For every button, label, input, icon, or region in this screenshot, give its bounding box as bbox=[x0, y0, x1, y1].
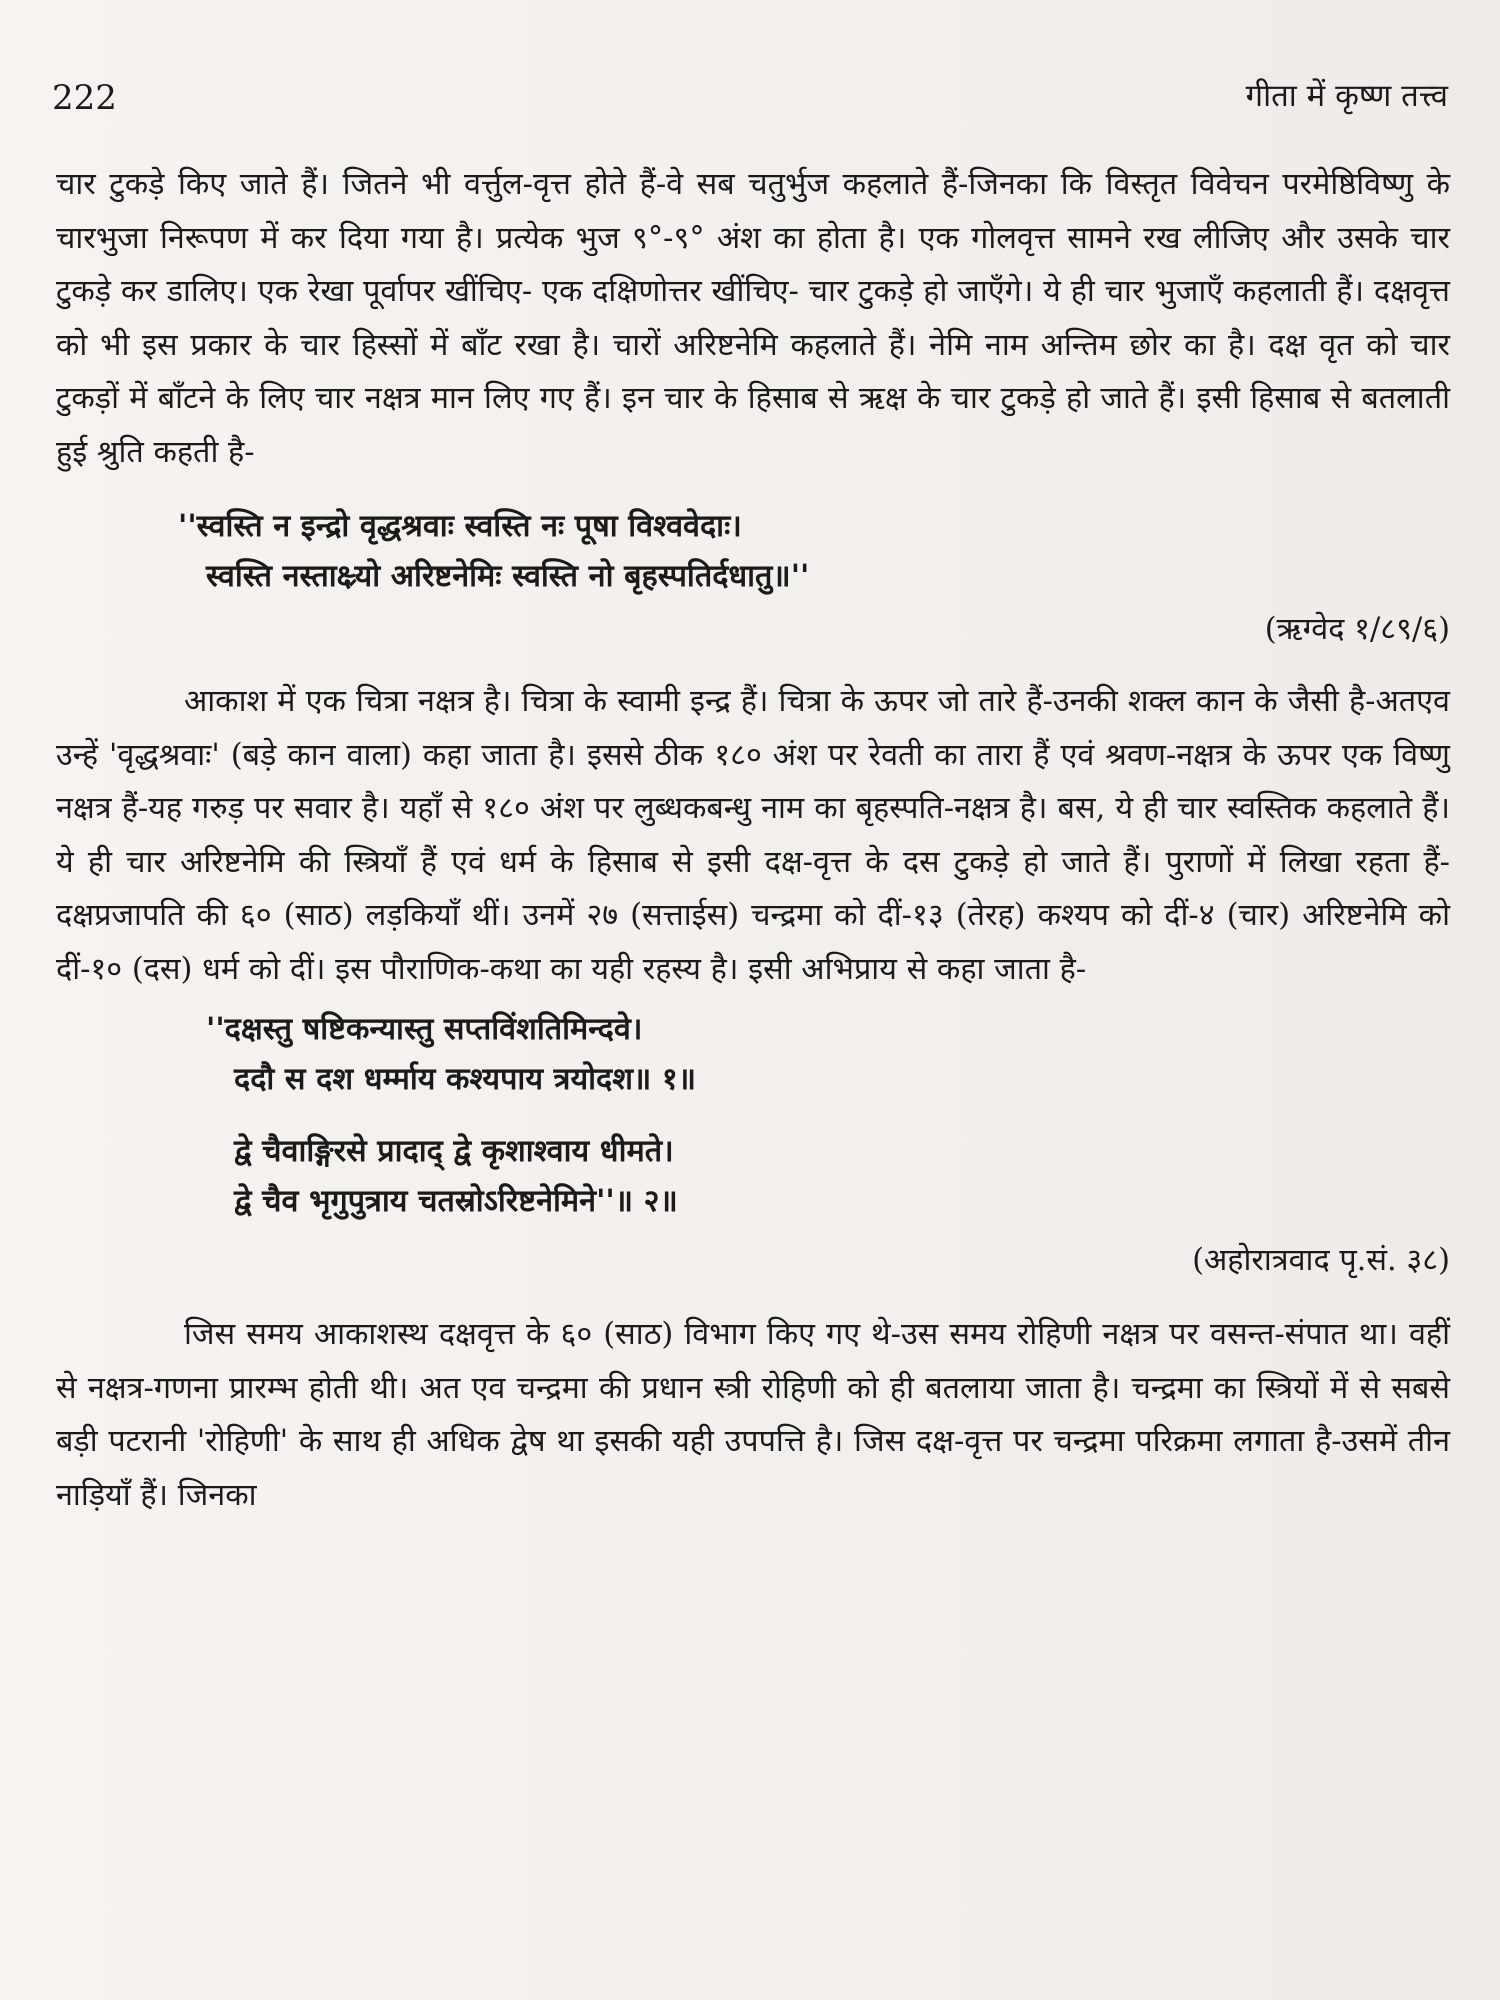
citation-ahoratravada: (अहोरात्रवाद पृ.सं. ३८) bbox=[1192, 1243, 1450, 1278]
verse-2-line-1: ''दक्षस्तु षष्टिकन्यास्तु सप्तविंशतिमिन्दवे। bbox=[206, 1011, 643, 1047]
running-title: गीता में कृष्ण तत्त्व bbox=[1245, 78, 1448, 114]
verse-2-line-4: द्वे चैव भृगुपुत्राय चतस्रोऽरिष्टनेमिने''॥ २॥ bbox=[234, 1183, 678, 1219]
paragraph-1: चार टुकड़े किए जाते हैं। जितने भी वर्त्तुल-वृत्त होते हैं-वे सब चतुर्भुज कहलाते हैं-जिनका कि विस्तृत विवेचन परमेष्ठिविष्णु के चारभुजा निरूपण में कर दिया गया है। प्रत्येक भुज ९°-९° अंश का होता है। एक गोलवृत्त सामने रख लीजिए और उसके चार टुकड़े कर डालिए। एक रेखा पूर्वापर खींचिए- एक दक्षिणोत्तर खींचिए- चार टुकड़े हो जाएँगे। ये ही चार भुजाएँ कहलाती हैं। दक्षवृत्त को भी इस प्रकार के चार हिस्सों में बाँट रखा है। चारों अरिष्टनेमि कहलाते हैं। नेमि नाम अन्तिम छोर का है। दक्ष वृत को चार टुकड़ों में बाँटने के लिए चार नक्षत्र मान लिए गए हैं। इन चार के हिसाब से ऋक्ष के चार टुकड़े हो जाते हैं। इसी हिसाब से बतलाती हुई श्रुति कहती है- bbox=[56, 167, 1450, 470]
verse-daksha bbox=[56, 1004, 1450, 1226]
paragraph-3: जिस समय आकाशस्थ दक्षवृत्त के ६० (साठ) विभाग किए गए थे-उस समय रोहिणी नक्षत्र पर वसन्त-संपात था। वहीं से नक्षत्र-गणना प्रारम्भ होती थी। अत एव चन्द्रमा की प्रधान स्त्री रोहिणी को ही बतलाया जाता है। चन्द्रमा का स्त्रियों में से सबसे बड़ी पटरानी 'रोहिणी' के साथ ही अधिक द्वेष था इसकी यही उपपत्ति है। जिस दक्ष-वृत्त पर चन्द्रमा परिक्रमा लगाता है-उसमें तीन नाड़ियाँ हैं। जिनका bbox=[56, 1317, 1450, 1513]
verse-2-line-3: द्वे चैवाङ्गिरसे प्रादाद्‌ द्वे कृशाश्वाय धीमते। bbox=[234, 1133, 674, 1169]
verse-rigveda bbox=[56, 501, 1450, 601]
page-number: 222 bbox=[52, 78, 117, 118]
verse-1-line-2: स्वस्ति नस्ताक्ष्र्यो अरिष्टनेमिः स्वस्ति नो बृहस्पतिर्दधातु॥'' bbox=[206, 558, 810, 594]
paragraph-2: आकाश में एक चित्रा नक्षत्र है। चित्रा के स्वामी इन्द्र हैं। चित्रा के ऊपर जो तारे हैं-उनकी शक्ल कान के जैसी है-अतएव उन्हें 'वृद्धश्रवाः' (बड़े कान वाला) कहा जाता है। इससे ठीक १८० अंश पर रेवती का तारा हैं एवं श्रवण-नक्षत्र के ऊपर एक विष्णु नक्षत्र हैं-यह गरुड़ पर सवार है। यहाँ से १८० अंश पर लुब्धकबन्धु नाम का बृहस्पति-नक्षत्र है। बस, ये ही चार स्वस्तिक कहलाते हैं। ये ही चार अरिष्टनेमि की स्त्रियाँ हैं एवं धर्म के हिसाब से इसी दक्ष-वृत्त के दस टुकड़े हो जाते हैं। पुराणों में लिखा रहता हैं-दक्षप्रजापति की ६० (साठ) लड़कियाँ थीं। उनमें २७ (सत्ताईस) चन्द्रमा को दीं-१३ (तेरह) कश्यप को दीं-४ (चार) अरिष्टनेमि को दीं-१० (दस) धर्म को दीं। इस पौराणिक-कथा का यही रहस्य है। इसी अभिप्राय से कहा जाता है- bbox=[56, 684, 1450, 987]
verse-2-line-2: ददौ स दश धर्म्माय कश्यपाय त्रयोदश॥ १॥ bbox=[234, 1061, 697, 1097]
page-body bbox=[56, 158, 1450, 1522]
citation-rigveda: (ऋग्वेद १/८९/६) bbox=[1264, 612, 1450, 647]
verse-1-line-1: ''स्वस्ति न इन्द्रो वृद्धश्रवाः स्वस्ति नः पूषा विश्ववेदाः। bbox=[178, 508, 742, 544]
